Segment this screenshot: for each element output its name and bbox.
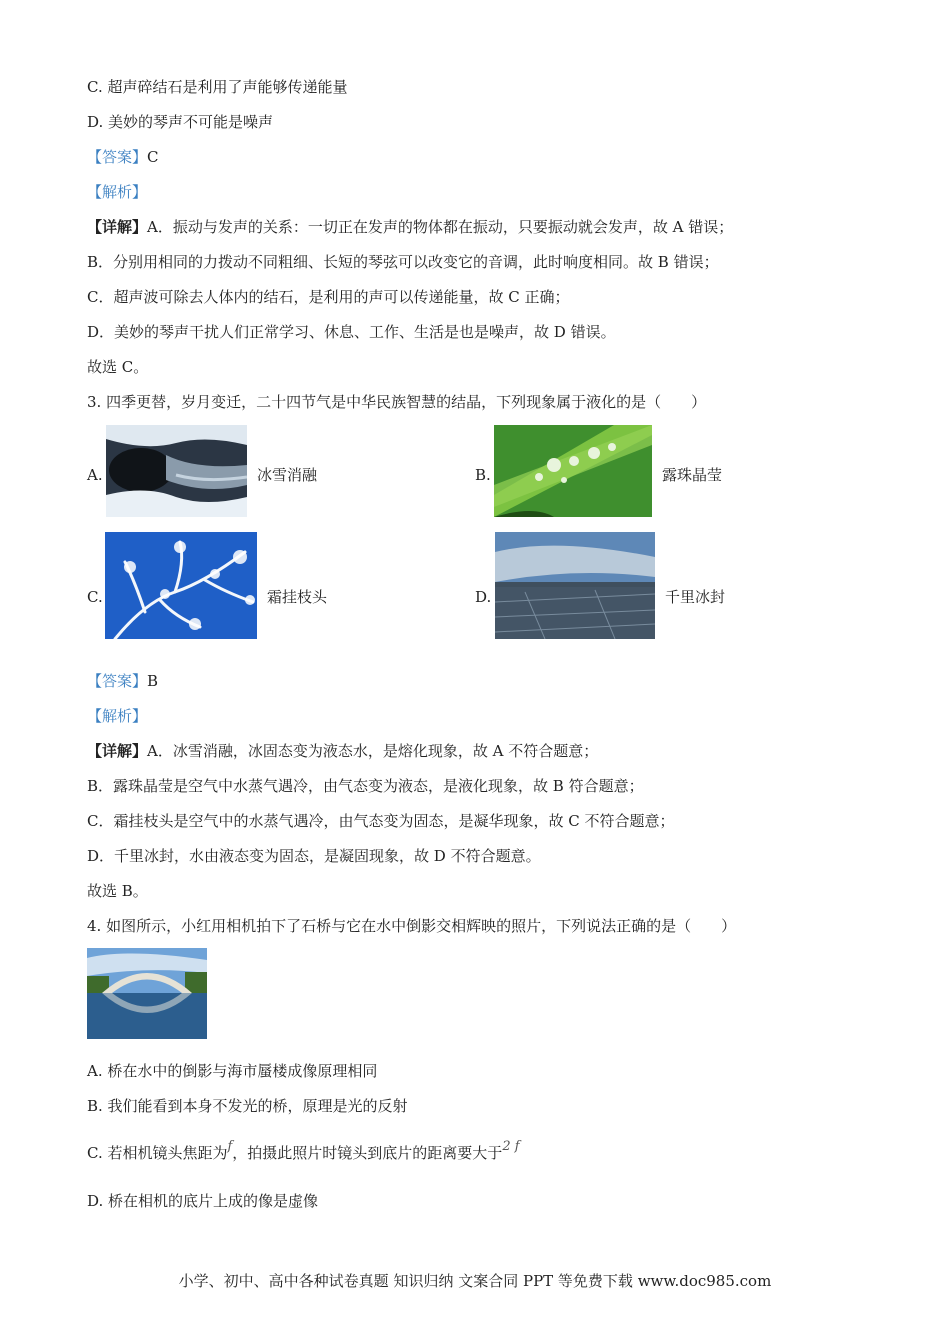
q3-explain-c: C．霜挂枝头是空气中的水蒸气遇冷，由气态变为固态，是凝华现象，故 C 不符合题意； — [87, 812, 675, 830]
q3-stem: 3. 四季更替，岁月变迁，二十四节气是中华民族智慧的结晶，下列现象属于液化的是（ ） — [87, 393, 707, 411]
q3-option-b-text: 露珠晶莹 — [662, 466, 723, 484]
explain-text: A．振动与发声的关系：一切正在发声的物体都在振动，只要振动就会发声，故 A 错误； — [147, 218, 734, 236]
explain-text: A．冰雪消融，冰固态变为液态水，是熔化现象，故 A 不符合题意； — [147, 742, 599, 760]
dewdrops-image — [494, 425, 652, 517]
q3-option-a-label: A. — [87, 466, 103, 484]
q2-option-c-text: C. 超声碎结石是利用了声能够传递能量 — [87, 78, 348, 96]
answer-tag: 【答案】 — [87, 148, 148, 166]
stone-bridge-image — [87, 948, 207, 1039]
q3-explain-d: D．千里冰封，水由液态变为固态，是凝固现象，故 D 不符合题意。 — [87, 847, 541, 865]
q3-option-d-text: 千里冰封 — [665, 588, 726, 606]
q3-explain-a — [87, 741, 598, 761]
q2-explain-b: B．分别用相同的力拨动不同粗细、长短的琴弦可以改变它的音调，此时响度相同。故 B 错误； — [87, 253, 719, 271]
double-focal-length-symbol: 2 f — [502, 1139, 520, 1154]
q4-stem: 4. 如图所示，小红用相机拍下了石桥与它在水中倒影交相辉映的照片，下列说法正确的是（ ） — [87, 917, 737, 935]
q2-option-d-text: D. 美妙的琴声不可能是噪声 — [87, 113, 274, 131]
answer-value: B — [147, 672, 159, 690]
q3-answer — [87, 671, 158, 691]
q2-explain-a — [87, 217, 733, 237]
q4-option-a: A. 桥在水中的倒影与海市蜃楼成像原理相同 — [87, 1062, 378, 1080]
explain-tag: 【详解】 — [87, 218, 148, 236]
q3-option-b-label: B. — [475, 466, 491, 484]
option-c-part2: ，拍摄此照片时镜头到底片的距离要大于 — [232, 1144, 503, 1162]
q2-answer — [87, 147, 159, 167]
q3-option-c-label: C. — [87, 588, 103, 606]
q3-option-d-label: D. — [475, 588, 492, 606]
frozen-lake-image — [495, 532, 655, 639]
q2-selection: 故选 C。 — [87, 358, 149, 376]
explain-tag: 【详解】 — [87, 742, 148, 760]
answer-value: C — [147, 148, 159, 166]
focal-length-symbol: f — [227, 1139, 233, 1154]
q4-option-d: D. 桥在相机的底片上成的像是虚像 — [87, 1192, 319, 1210]
option-c-part1: C. 若相机镜头焦距为 — [87, 1144, 228, 1162]
q3-option-c-text: 霜挂枝头 — [267, 588, 328, 606]
q4-option-b: B. 我们能看到本身不发光的桥，原理是光的反射 — [87, 1097, 408, 1115]
snow-melting-image — [106, 425, 247, 517]
frost-branches-image — [105, 532, 257, 639]
q3-option-a-text: 冰雪消融 — [257, 466, 318, 484]
answer-tag: 【答案】 — [87, 672, 148, 690]
q3-explain-b: B．露珠晶莹是空气中水蒸气遇冷，由气态变为液态，是液化现象，故 B 符合题意； — [87, 777, 644, 795]
q2-explain-d: D．美妙的琴声干扰人们正常学习、休息、工作、生活是也是噪声，故 D 错误。 — [87, 323, 616, 341]
q2-explain-c: C．超声波可除去人体内的结石，是利用的声可以传递能量，故 C 正确； — [87, 288, 570, 306]
q2-analysis-tag: 【解析】 — [87, 183, 148, 201]
q4-option-c — [87, 1139, 520, 1165]
q3-analysis-tag: 【解析】 — [87, 707, 148, 725]
page-footer: 小学、初中、高中各种试卷真题 知识归纳 文案合同 PPT 等免费下载 www.doc985.com — [178, 1272, 772, 1290]
q3-selection: 故选 B。 — [87, 882, 148, 900]
